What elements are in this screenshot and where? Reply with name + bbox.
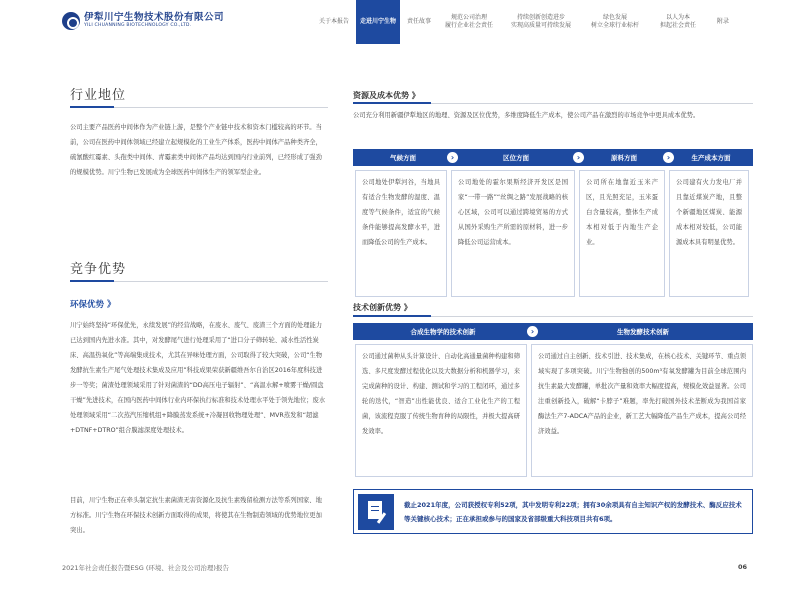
patent-callout [353,489,753,534]
chevron-right-icon: › [663,152,674,163]
production-cost-box: 公司建有火力发电厂并且靠近煤炭产地，且整个新疆地区煤炭、能源成本相对较低，公司能源成本具有明显优势。 [669,170,749,297]
resource-intro: 公司充分利用新疆伊犁地区的地理、资源及区位优势，多维度降低生产成本，使公司产品在激烈的市场竞争中更具成本优势。 [353,112,700,119]
resource-advantage-title: 资源及成本优势 》 [353,91,420,100]
resource-title-rule [353,103,753,104]
page-number: 06 [738,563,748,571]
nav-green-development[interactable]: 绿色发展 树立全球行业标杆 [590,13,639,29]
resource-boxes [355,170,749,297]
document-pen-icon [358,494,394,530]
industry-title-rule [70,107,328,108]
resource-tabs [353,149,753,166]
company-logo[interactable] [62,10,224,32]
chevron-right-icon: › [573,152,584,163]
footer-report-title: 2021年社会责任报告暨ESG (环境、社会及公司治理)报告 [62,564,229,572]
top-nav [312,0,738,44]
tab-raw-materials: 原料方面 › [579,149,669,166]
env-advantage-title: 环保优势 》 [70,300,116,310]
industry-text: 公司主要产品医药中间体作为产业链上游，是整个产业链中技术和资本门槛较高的环节。当前，公司在医药中间体领域已经建立起规模化的工业生产体系，医药中间体产品种类齐全，硫氰酸红霉素、头孢类中间体、青霉素类中间体产品均达到国内行业前列，已经形成了强劲的规模优势。川宁生物已发展成为全球医药中间体生产的领军型企业。 [70,124,322,176]
logo-name-en: YILI CHUANNING BIOTECHNOLOGY CO.,LTD. [84,23,192,29]
tech-advantage-title: 技术创新优势 》 [353,303,412,312]
industry-title: 行业地位 [70,88,127,103]
tab-location: 区位方面 › [453,149,579,166]
nav-innovation[interactable]: 持续创新创造进步 实现高质量可持续发展 [510,13,571,29]
chevron-right-icon: › [527,326,538,337]
chevron-right-icon: › [447,152,458,163]
tech-title-rule [353,316,753,317]
logo-name-cn: 伊犁川宁生物技术股份有限公司 [84,11,225,23]
tab-climate: 气候方面 › [353,149,453,166]
env-advantage-text: 川宁始终坚持“环保优先，永续发展”的经营战略，在废水、废气、废渣三个方面的处理能力已达到国内先进水准。其中，对发酵尾气进行处理采用了“进口分子筛转轮、减水性活性炭床、高温热氧化”等高端集成技术，尤其在异味处理方面，公司取得了较大突破，公司“生物发酵抗生素生产尾气处理技术集成及应用”科技成果荣获新疆维吾尔自治区2016年度科技进步一等奖；菌渣处理领域采用了针对菌渣的“DD高压电子辐射”、“高温水解+喷雾干燥/圆盘干燥”先进技术，在国内医药中间体行业内环保执行标准和技术处理水平处于领先地位；废水处理领域采用“二次蒸汽压缩机组+降膜蒸发系统+冷凝回收物理处理”、MVR蒸发和“超滤+DTNF+DTRO”组合膜滤深度处理技术。 [70,322,326,434]
nav-governance[interactable]: 规范公司治理 履行企业社会责任 [444,13,493,29]
raw-materials-box: 公司所在地靠近玉米产区，且光照充足，玉米蛋白含量较高，整体生产成本相对低于内地生产企业。 [579,170,665,297]
tech-boxes [355,344,753,477]
env-advantage-text-2: 目前，川宁生物正在牵头制定抗生素菌渣无害资源化及抗生素残留检测方法等系列国家、地方标准。川宁生物在环保技术创新方面取得的成果，将使其在生物制造领域的优势地位更加突出。 [70,497,322,534]
fermentation-box: 公司通过自主创新、技术引进、技术集成，在核心技术、关键环节、重点领域实现了多项突破。川宁生物独创的500m³有氧发酵罐为目前全球范围内抗生素最大发酵罐，单批次产量和效率大幅度提高，规模化效益显著。公司注重创新投入，破解“卡脖子”难题，率先打破国外技术垄断成为我国首家酶法生产7-ADCA产品的企业，新工艺大幅降低产品生产成本，提高公司经济效益。 [531,344,753,477]
header-bar [0,0,809,44]
location-box: 公司地处的霍尔果斯经济开发区是国家“一带一路”“丝绸之路”发展战略的核心区域，公司可以通过跨境贸易的方式从国外采购生产所需的原材料，进一步降低公司运营成本。 [451,170,575,297]
nav-responsibility-stories[interactable]: 责任故事 [406,17,431,25]
climate-box: 公司地处伊犁河谷，当地具有适合生物发酵的湿度、温度等气候条件，适宜的气候条件能够提高发酵水平，进而降低公司的生产成本。 [355,170,447,297]
patent-callout-text: 截止2021年度，公司获授权专利52项，其中发明专利22项；拥有30余项具有自主知识产权的发酵技术、酶反应技术等关键核心技术；正在承担或参与的国家及省部级重大科技项目共有6项。 [404,500,742,523]
nav-appendix[interactable]: 附录 [716,17,729,25]
nav-about-report[interactable]: 关于本报告 [318,17,349,25]
tab-production-cost: 生产成本方面 [669,149,753,166]
tab-fermentation: 生物发酵技术创新 [533,323,753,340]
synthetic-biology-box: 公司通过菌种从头计算设计、自动化高通量菌种构建和筛选、多尺度发酵过程优化以及大数据分析和机器学习，来完成菌种的设计、构建、测试和学习的工程闭环，通过多轮的迭代，“智造”出性能优良、适合工业化生产的工程菌，该流程克服了传统生物育种的局限性，并极大提高研发效率。 [355,344,527,477]
competitive-title: 竞争优势 [70,262,127,277]
nav-people[interactable]: 以人为本 担起社会责任 [659,13,696,29]
competitive-title-rule [70,281,328,282]
tab-synthetic-biology: 合成生物学的技术创新 › [353,323,533,340]
tech-tabs [353,323,753,340]
company-logo-icon [62,12,80,30]
nav-about-company[interactable]: 走进川宁生物 [356,0,400,44]
